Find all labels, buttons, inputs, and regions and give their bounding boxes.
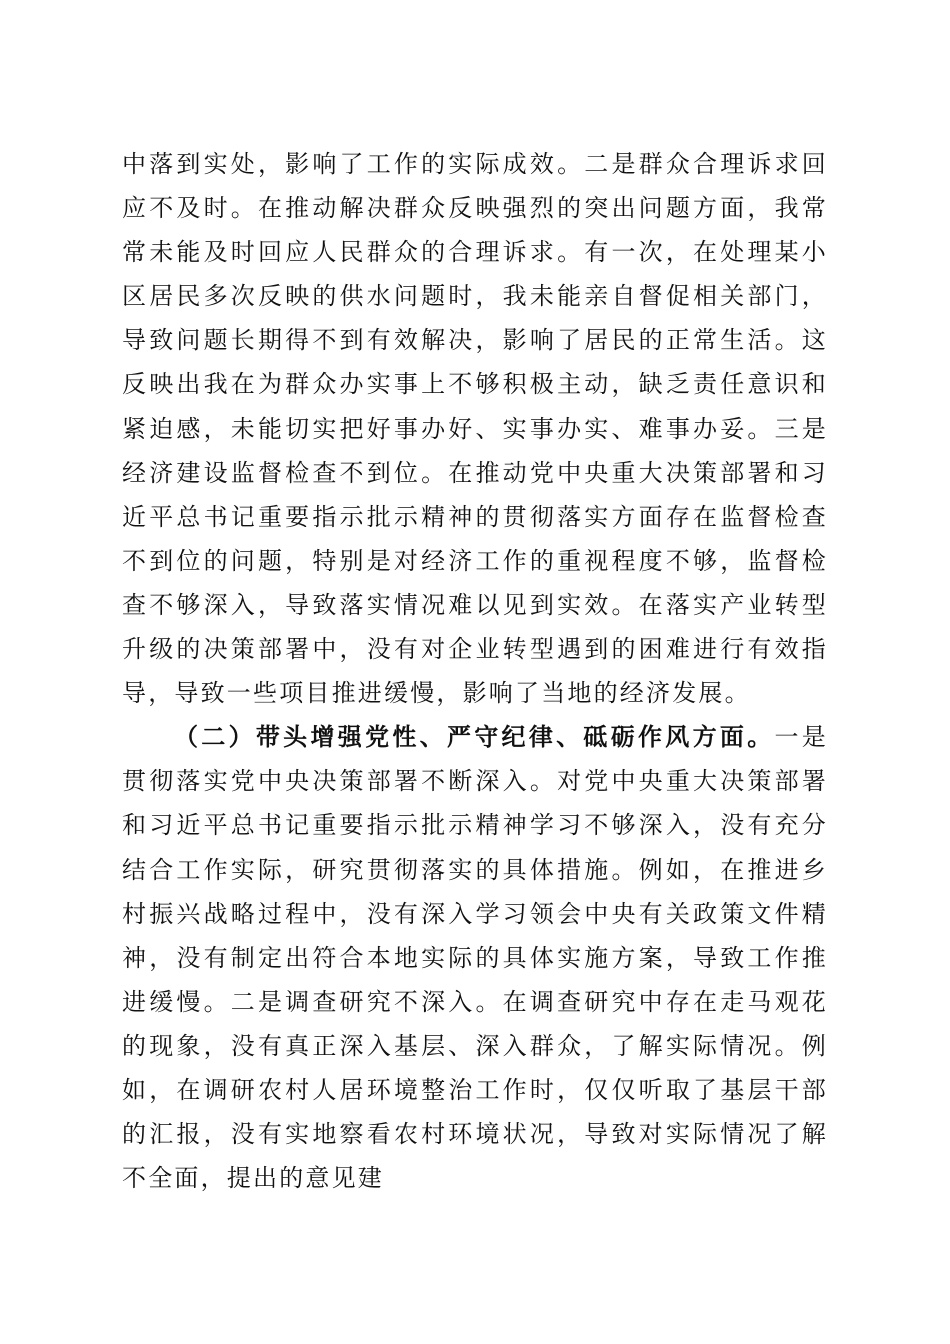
section-body-text: 一是贯彻落实党中央决策部署不断深入。对党中央重大决策部署和习近平总书记重要指示批示精神学习不够深入，没有充分结合工作实际，研究贯彻落实的具体措施。例如，在推进乡村振兴战略过程中，没有深入学习领会中央有关政策文件精神，没有制定出符合本地实际的具体实施方案，导致工作推进缓慢。二是调查研究不深入。在调查研究中存在走马观花的现象，没有真正深入基层、深入群众，了解实际情况。例如，在调研农村人居环境整治工作时，仅仅听取了基层干部的汇报，没有实地察看农村环境状况，导致对实际情况了解不全面，提出的意见建 bbox=[122, 723, 828, 1193]
document-body bbox=[122, 142, 828, 1200]
paragraph-continuation: 中落到实处，影响了工作的实际成效。二是群众合理诉求回应不及时。在推动解决群众反映强烈的突出问题方面，我常常未能及时回应人民群众的合理诉求。有一次，在处理某小区居民多次反映的供水问题时，我未能亲自督促相关部门，导致问题长期得不到有效解决，影响了居民的正常生活。这反映出我在为群众办实事上不够积极主动，缺乏责任意识和紧迫感，未能切实把好事办好、实事办实、难事办妥。三是经济建设监督检查不到位。在推动党中央重大决策部署和习近平总书记重要指示批示精神的贯彻落实方面存在监督检查不到位的问题，特别是对经济工作的重视程度不够，监督检查不够深入，导致落实情况难以见到实效。在落实产业转型升级的决策部署中，没有对企业转型遇到的困难进行有效指导，导致一些项目推进缓慢，影响了当地的经济发展。 bbox=[122, 150, 828, 708]
paragraph-section-two bbox=[122, 715, 828, 1200]
section-heading: （二）带头增强党性、严守纪律、砥砺作风方面。 bbox=[174, 723, 775, 752]
